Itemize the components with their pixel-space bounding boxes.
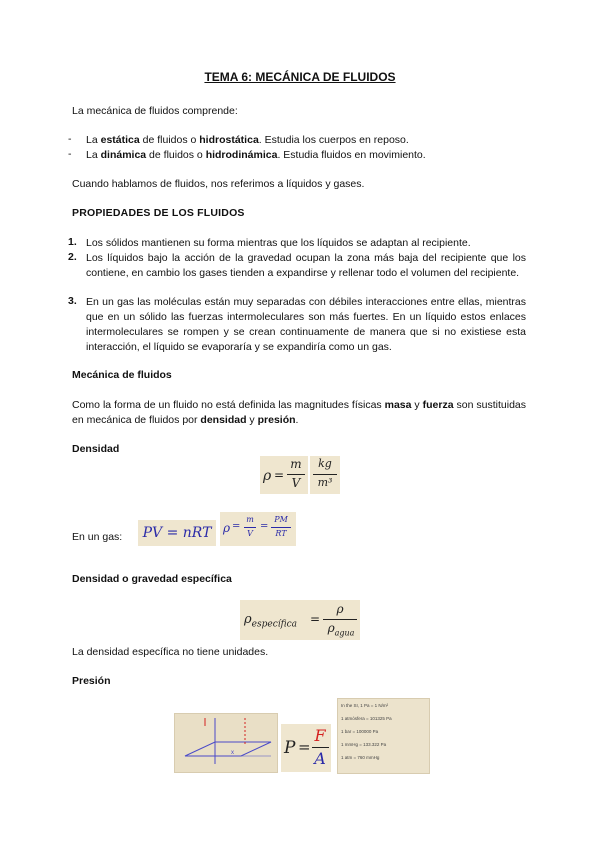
fraction-bar [244, 527, 256, 528]
bullet-bold: dinámica [100, 149, 147, 161]
paragraph-bold: presión [257, 414, 296, 426]
paragraph-text: son sustituidas en mecánica de fluidos por [72, 399, 526, 426]
page-title: TEMA 6: MECÁNICA DE FLUIDOS [204, 70, 396, 84]
bullet-dash: - [68, 148, 72, 160]
bullet-bold: hidrostática [199, 134, 259, 146]
formula-numerator: PM [274, 515, 288, 524]
bullet-text: La [86, 149, 101, 161]
gas-density-formula [220, 512, 296, 546]
paragraph-bold: fuerza [422, 399, 454, 411]
fraction-bar [323, 619, 357, 620]
formula-numerator: ρ [336, 602, 344, 616]
unit-denominator: m³ [317, 476, 333, 489]
density-units [310, 456, 340, 494]
formula-rho: ρ [327, 621, 335, 635]
mechanics-paragraph [72, 398, 526, 428]
svg-text:x: x [231, 750, 234, 756]
formula-numerator: m [246, 515, 254, 524]
specific-gravity-heading: Densidad o gravedad específica [72, 573, 232, 585]
intro-text: La mecánica de fluidos comprende: [72, 105, 238, 117]
density-heading: Densidad [72, 443, 120, 455]
bullet-text: de fluidos o [146, 149, 206, 161]
paragraph-text: y [246, 414, 258, 426]
formula-equals: = [298, 738, 311, 756]
specific-gravity-note: La densidad específica no tiene unidades. [72, 646, 269, 658]
bullet-text: de fluidos o [139, 134, 200, 146]
gas-label: En un gas: [72, 531, 123, 543]
formula-equals: = [260, 521, 269, 532]
formula-symbol: ρ [223, 521, 231, 535]
formula-numerator: F [314, 726, 326, 745]
formula-equals: = [310, 612, 321, 626]
formula-symbol: P [284, 738, 296, 758]
bullet-text: . Estudia fluidos en movimiento. [277, 149, 426, 161]
unit-line: In the SI, 1 Pa = 1 N/m² [341, 703, 389, 708]
formula-denominator [324, 621, 358, 637]
list-item: Los líquidos bajo la acción de la gravedad ocupan la zona más baja del recipiente que los contiene, en cambio los gases tienden a expandirse y rellenar todo el volumen del recipiente. [86, 252, 526, 279]
fraction-bar [271, 527, 291, 528]
formula-symbol: ρ [263, 468, 272, 484]
bullet-item [86, 133, 409, 148]
paragraph-bold: masa [384, 399, 412, 411]
unit-numerator: kg [318, 457, 332, 470]
fraction-bar [312, 747, 329, 748]
formula-denominator: A [314, 749, 326, 768]
formula-rho: ρ [244, 612, 252, 627]
bullet-text: . Estudia los cuerpos en reposo. [258, 134, 409, 146]
bullet-item [86, 148, 426, 163]
list-number: 3. [68, 295, 77, 307]
bullet-dash: - [68, 133, 72, 145]
bullet-bold: hidrodinámica [205, 149, 278, 161]
properties-heading: PROPIEDADES DE LOS FLUIDOS [72, 207, 245, 219]
paragraph-text: y [411, 399, 423, 411]
pressure-plane-illustration [175, 714, 277, 772]
formula-denominator: V [291, 476, 301, 490]
pressure-diagram [174, 713, 278, 773]
formula-denominator: V [247, 529, 253, 538]
fraction-bar [287, 474, 305, 475]
formula-subscript: agua [334, 628, 355, 638]
formula-equals: = [232, 521, 241, 532]
unit-line: 1 mmHg = 133.322 Pa [341, 742, 387, 747]
list-item: En un gas las moléculas están muy separadas con débiles interacciones entre ellas, mientras que en un sólido las fuerzas intermoleculares son más fuertes. En un líquido estos enlaces intermoleculares se rompen y se crean continuamente de manera que si no existiese esta interacción, el líquido se evaporaría y se expandiría como un gas. [86, 296, 526, 353]
list-number: 1. [68, 236, 77, 248]
density-formula [260, 456, 308, 494]
paragraph-text: Como la forma de un fluido no está definida las magnitudes físicas [72, 399, 385, 411]
unit-line: 1 atm = 760 mmHg [341, 755, 380, 760]
formula-numerator: m [290, 457, 302, 471]
bullet-text: La [86, 134, 101, 146]
formula-denominator: RT [275, 529, 287, 538]
mechanics-heading: Mecánica de fluidos [72, 369, 172, 381]
pressure-units-table [337, 698, 430, 774]
pressure-formula [281, 724, 331, 772]
formula-symbol [244, 612, 297, 630]
ideal-gas-formula: PV = nRT [138, 520, 216, 546]
bullet-bold: estática [100, 134, 140, 146]
paragraph-bold: densidad [200, 414, 247, 426]
unit-line: 1 bar = 100000 Pa [341, 729, 379, 734]
formula-subscript: específica [251, 619, 298, 630]
formula-equals: = [274, 468, 285, 482]
specific-gravity-formula [240, 600, 360, 640]
fraction-bar [313, 474, 337, 475]
list-item: Los sólidos mantienen su forma mientras que los líquidos se adaptan al recipiente. [86, 237, 471, 249]
fluids-note: Cuando hablamos de fluidos, nos referimos a líquidos y gases. [72, 178, 365, 190]
list-number: 2. [68, 251, 77, 263]
unit-line: 1 atmósfera = 101325 Pa [341, 716, 392, 721]
paragraph-text: . [295, 414, 299, 426]
pressure-heading: Presión [72, 675, 111, 687]
